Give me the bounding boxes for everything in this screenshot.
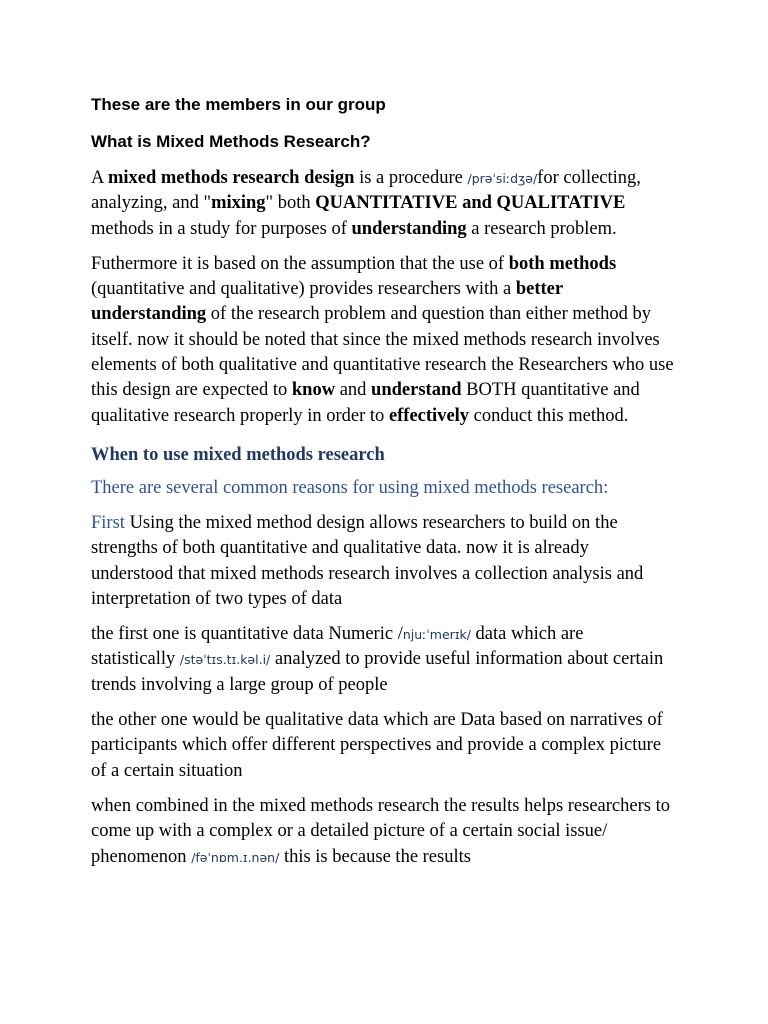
text: when combined in the mixed methods research the results helps researchers to come up with a complex or a detailed picture of a certain social issue/ phenomenon <box>91 795 670 867</box>
pronunciation: /fəˈnɒm.ɪ.nən/ <box>191 849 280 865</box>
text: analyzed to provide useful information about certain trends involving a large group of people <box>91 649 664 695</box>
question-heading: What is Mixed Methods Research? <box>91 132 371 151</box>
paragraph-first-reason <box>91 511 673 612</box>
text: methods in a study for purposes of <box>91 218 352 239</box>
bold-term: both methods <box>508 253 617 274</box>
text: and <box>335 380 372 401</box>
text: a research problem. <box>466 218 617 239</box>
text: A <box>91 168 108 188</box>
paragraph-assumption <box>91 252 679 429</box>
pronunciation: njuːˈmerɪk/ <box>402 627 471 643</box>
bold-term: understanding <box>351 218 467 239</box>
text: of the research problem and question than either method by itself. now it should be noted that since the mixed methods research involves elements of both qualitative and quantitative research the Researchers who use this design are expected to <box>91 304 674 401</box>
paragraph-quantitative <box>91 622 671 698</box>
group-heading: These are the members in our group <box>91 95 386 114</box>
text: for collecting, analyzing, and " <box>91 168 641 214</box>
reasons-subheading: There are several common reasons for using mixed methods research: <box>91 477 609 498</box>
text: Using the mixed method design allows researchers to build on the strengths of both quantitative and qualitative data. now it is already understood that mixed methods research involves a collection analysis and interpretation of two types of data <box>91 512 644 609</box>
text: (quantitative and qualitative) provides researchers with a <box>91 279 516 300</box>
bold-term: effectively <box>388 405 470 426</box>
first-label: First <box>91 512 125 533</box>
text: Futhermore it is based on the assumption that the use of <box>91 253 509 274</box>
bold-term: QUANTITATIVE and QUALITATIVE <box>315 193 626 214</box>
text: BOTH quantitative and qualitative research properly in order to <box>91 380 640 426</box>
text: the first one is quantitative data Numeric / <box>91 624 403 645</box>
text: data which are statistically <box>91 624 584 670</box>
paragraph-qualitative: the other one would be qualitative data which are Data based on narratives of participants which offer different perspectives and provide a complex picture of a certain situation <box>91 710 663 781</box>
bold-term: better understanding <box>91 279 563 325</box>
text: is a procedure <box>354 168 468 188</box>
bold-term: mixing <box>211 193 266 214</box>
pronunciation: /stəˈtɪs.tɪ.kəl.i/ <box>179 652 271 668</box>
document-page <box>91 94 691 870</box>
text: conduct this method. <box>469 405 629 426</box>
text: " both <box>265 193 316 214</box>
text: this is because the results <box>279 846 471 867</box>
when-heading: When to use mixed methods research <box>91 444 385 465</box>
bold-term: mixed methods research design <box>107 168 355 188</box>
pronunciation: /prəˈsiːdʒə/ <box>467 171 538 186</box>
bold-term: understand <box>371 380 462 401</box>
paragraph-definition <box>91 166 676 242</box>
bold-term: know <box>291 380 336 401</box>
paragraph-combined <box>91 794 671 870</box>
